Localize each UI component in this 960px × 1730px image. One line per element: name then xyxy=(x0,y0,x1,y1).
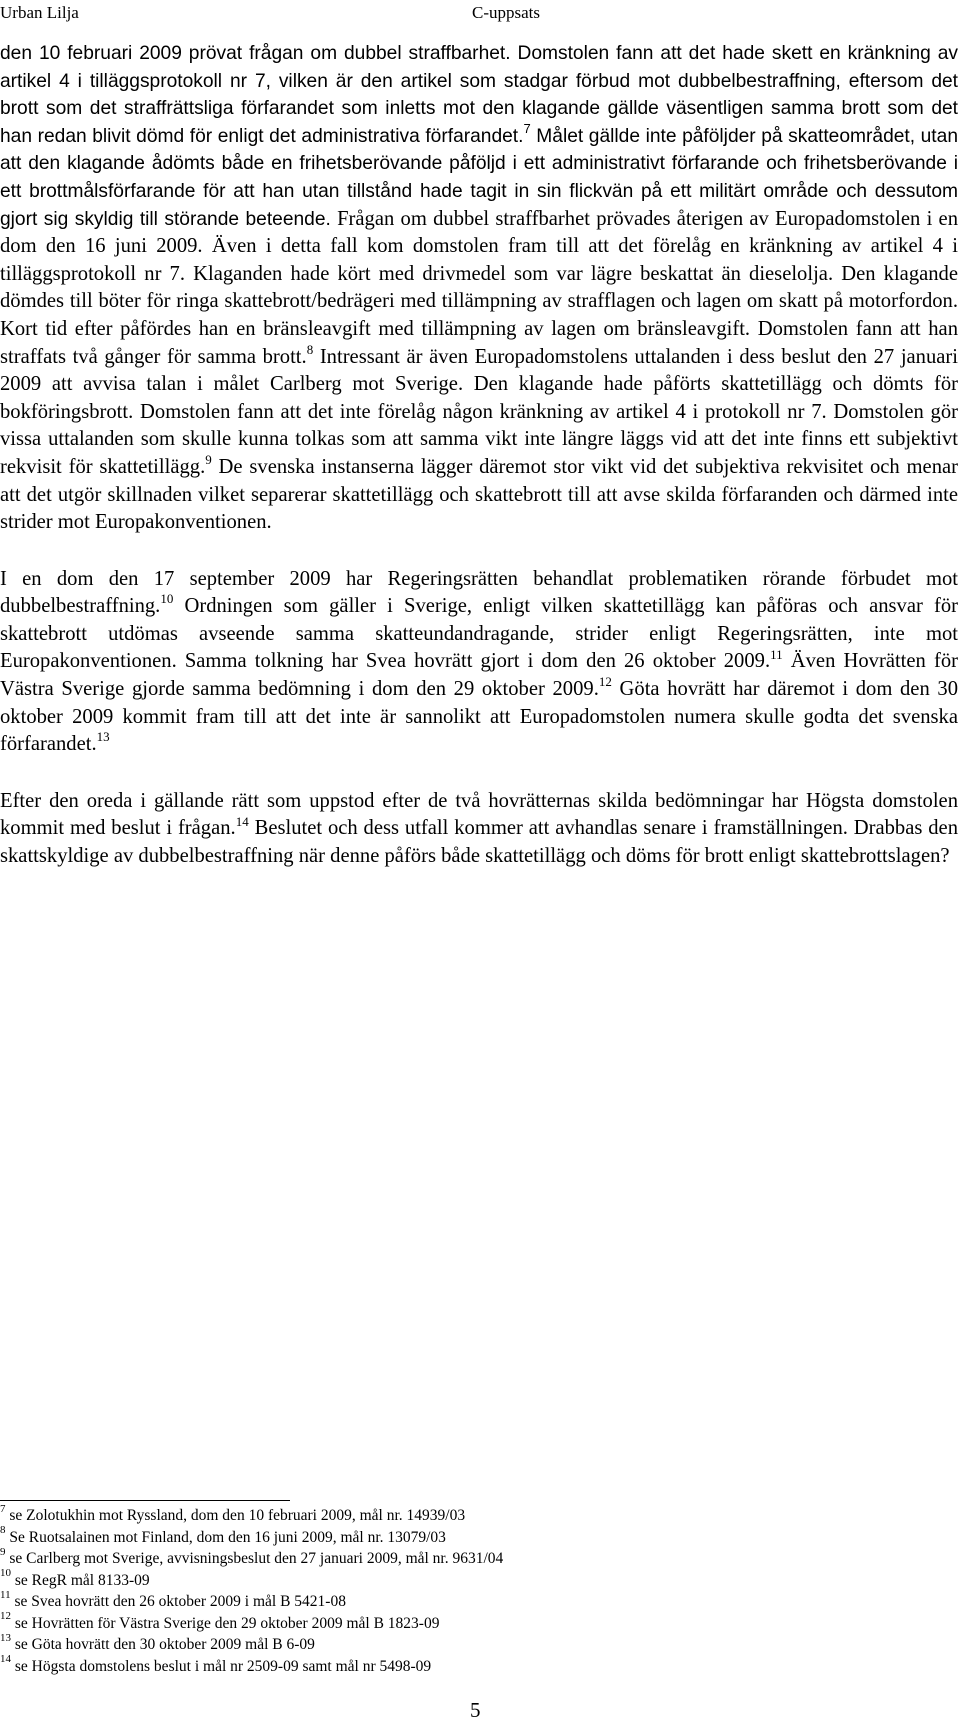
footnote-ref-12[interactable]: 12 xyxy=(598,674,612,690)
footnote-number: 11 xyxy=(0,1588,11,1601)
footnote-12 xyxy=(0,1610,960,1635)
footnote-ref-7[interactable]: 7 xyxy=(523,120,531,136)
page-number: 5 xyxy=(470,1698,481,1722)
footnote-11 xyxy=(0,1588,960,1613)
footnote-text: se Göta hovrätt den 30 oktober 2009 mål B 6-09 xyxy=(11,1636,315,1653)
footnote-ref-8[interactable]: 8 xyxy=(306,341,314,357)
footnote-14 xyxy=(0,1653,960,1678)
footnote-separator xyxy=(0,1500,290,1501)
footnote-ref-14[interactable]: 14 xyxy=(235,813,249,829)
paragraph-1-text-d: Intressant är även Europadomstolens uttalanden i dess beslut den 27 januari 2009 att avvisa talan i målet Carlberg mot Sverige. Den klagande hade påförts skattetillägg och dömts för bokföringsbrott. Domstolen fann att det inte förelåg någon kränkning av artikel 4 i protokoll nr 7. Domstolen gör vissa uttalanden som skulle kunna tolkas som att samma vikt inte längre läggs vid att det inte finns ett subjektivt rekvisit för skattetillägg. xyxy=(0,345,958,478)
footnote-number: 8 xyxy=(0,1524,6,1537)
paragraph-1-text-a: den 10 februari 2009 prövat frågan om dubbel straffbarhet. Domstolen fann att det hade skett en kränkning av artikel 4 i tilläggsprotokoll nr 7, vilken är den artikel som stadgar förbud mot dubbelbestraffning, eftersom det brott som det straffrättsliga förfarandet som inletts mot den klagande gällde väsentligen samma brott som det han redan blivit dömd för enligt det administrativa förfarandet. xyxy=(0,43,958,147)
header-doc-type: C-uppsats xyxy=(472,3,540,22)
footnote-ref-9[interactable]: 9 xyxy=(205,452,212,468)
paragraph-2-text-d: Göta hovrätt har däremot i dom den 30 oktober 2009 kommit fram till att det inte är sannolikt att Europadomstolen numera skulle godta det svenska förfarandet. xyxy=(0,678,958,756)
paragraph-2-text-b: Ordningen som gäller i Sverige, enligt vilken skattetillägg kan påföras och ansvar för skattebrott utdömas avseende samma skatteundandragande, strider enligt Regeringsrätten, inte mot Europakonventionen. Samma tolkning har Svea hovrätt gjort i dom den 26 oktober 2009. xyxy=(0,595,958,673)
footnote-9 xyxy=(0,1545,960,1570)
paragraph-spacer xyxy=(0,537,958,566)
footnote-10 xyxy=(0,1567,960,1592)
paragraph-3-text-a: Efter den oreda i gällande rätt som uppstod efter de två hovrätternas skilda bedömningar har Högsta domstolen kommit med beslut i frågan. xyxy=(0,789,958,840)
footnote-text: se Högsta domstolens beslut i mål nr 2509-09 samt mål nr 5498-09 xyxy=(11,1657,432,1675)
footnote-number: 13 xyxy=(0,1631,11,1644)
paragraph-2-text-c: Även Hovrätten för Västra Sverige gjorde samma bedömning i dom den 29 oktober 2009. xyxy=(0,650,958,701)
footnote-13 xyxy=(0,1631,960,1656)
footnote-number: 7 xyxy=(0,1502,6,1515)
paragraph-2 xyxy=(0,566,958,759)
paragraph-3 xyxy=(0,788,958,871)
footnote-ref-11[interactable]: 11 xyxy=(770,646,783,662)
footnote-text: Se Ruotsalainen mot Finland, dom den 16 juni 2009, mål nr. 13079/03 xyxy=(5,1528,446,1546)
footnote-ref-13[interactable]: 13 xyxy=(96,729,110,745)
header-author: Urban Lilja xyxy=(0,3,79,22)
paragraph-1-text-e: De svenska instanserna lägger däremot stor vikt vid det subjektiva rekvisitet och menar att det utgör skillnaden vilket separerar skattetillägg och skattebrott till att avse skilda förfaranden och därmed inte strider mot Europakonventionen. xyxy=(0,455,958,534)
page-header xyxy=(0,2,960,26)
footnotes xyxy=(0,1502,960,1677)
footnote-number: 12 xyxy=(0,1610,11,1623)
paragraph-1-text-b: Målet gällde inte påföljder på skatteområdet, utan att den klagande ådömts både en frihetsberövande påföljd i ett administrativt förfarande och frihetsberövande i ett brottmålsförfarande för att han utan tillstånd hade tagit in sin flickvän på ett militärt område och dessutom gjort sig skyldig till störande beteende. xyxy=(0,125,958,230)
paragraph-1-text-c: Frågan om dubbel straffbarhet prövades återigen av Europadomstolen i en dom den 16 juni 2009. Även i detta fall kom domstolen fram till att det förelåg en kränkning av artikel 4 i tilläggsprotokoll nr 7. Klaganden hade kört med drivmedel som var lägre beskattat än dieselolja. Den klagande dömdes till böter för ringa skattebrott/bedrägeri med tillämpning av strafflagen och lagen om skatt på motorfordon. Kort tid efter påfördes han en bränsleavgift med tillämpning av lagen om bränsleavgift. Domstolen fann att han straffats två gånger för samma brott. xyxy=(0,207,958,368)
footnote-text: se Hovrätten för Västra Sverige den 29 oktober 2009 mål B 1823-09 xyxy=(11,1614,440,1632)
footnote-text: se RegR mål 8133-09 xyxy=(11,1571,150,1589)
paragraph-1 xyxy=(0,40,958,537)
footnote-text: se Carlberg mot Sverige, avvisningsbeslut den 27 januari 2009, mål nr. 9631/04 xyxy=(5,1550,504,1567)
footnote-number: 9 xyxy=(0,1545,6,1558)
footnote-text: se Zolotukhin mot Ryssland, dom den 10 februari 2009, mål nr. 14939/03 xyxy=(5,1507,466,1524)
paragraph-3-text-b: Beslutet och dess utfall kommer att avhandlas senare i framställningen. Drabbas den skattskyldige av dubbelbestraffning när denne påförs både skattetillägg och döms för brott enligt skattebrottslagen? xyxy=(0,817,958,868)
footnote-ref-10[interactable]: 10 xyxy=(160,591,174,607)
paragraph-spacer xyxy=(0,759,958,788)
footnote-8 xyxy=(0,1524,960,1549)
footnote-number: 14 xyxy=(0,1653,11,1666)
body-text xyxy=(0,40,960,871)
footnote-7 xyxy=(0,1502,960,1527)
paragraph-2-text-a: I en dom den 17 september 2009 har Regeringsrätten behandlat problematiken rörande förbudet mot dubbelbestraffning. xyxy=(0,567,958,618)
footnote-number: 10 xyxy=(0,1567,11,1580)
footnote-text: se Svea hovrätt den 26 oktober 2009 i mål B 5421-08 xyxy=(10,1593,346,1610)
